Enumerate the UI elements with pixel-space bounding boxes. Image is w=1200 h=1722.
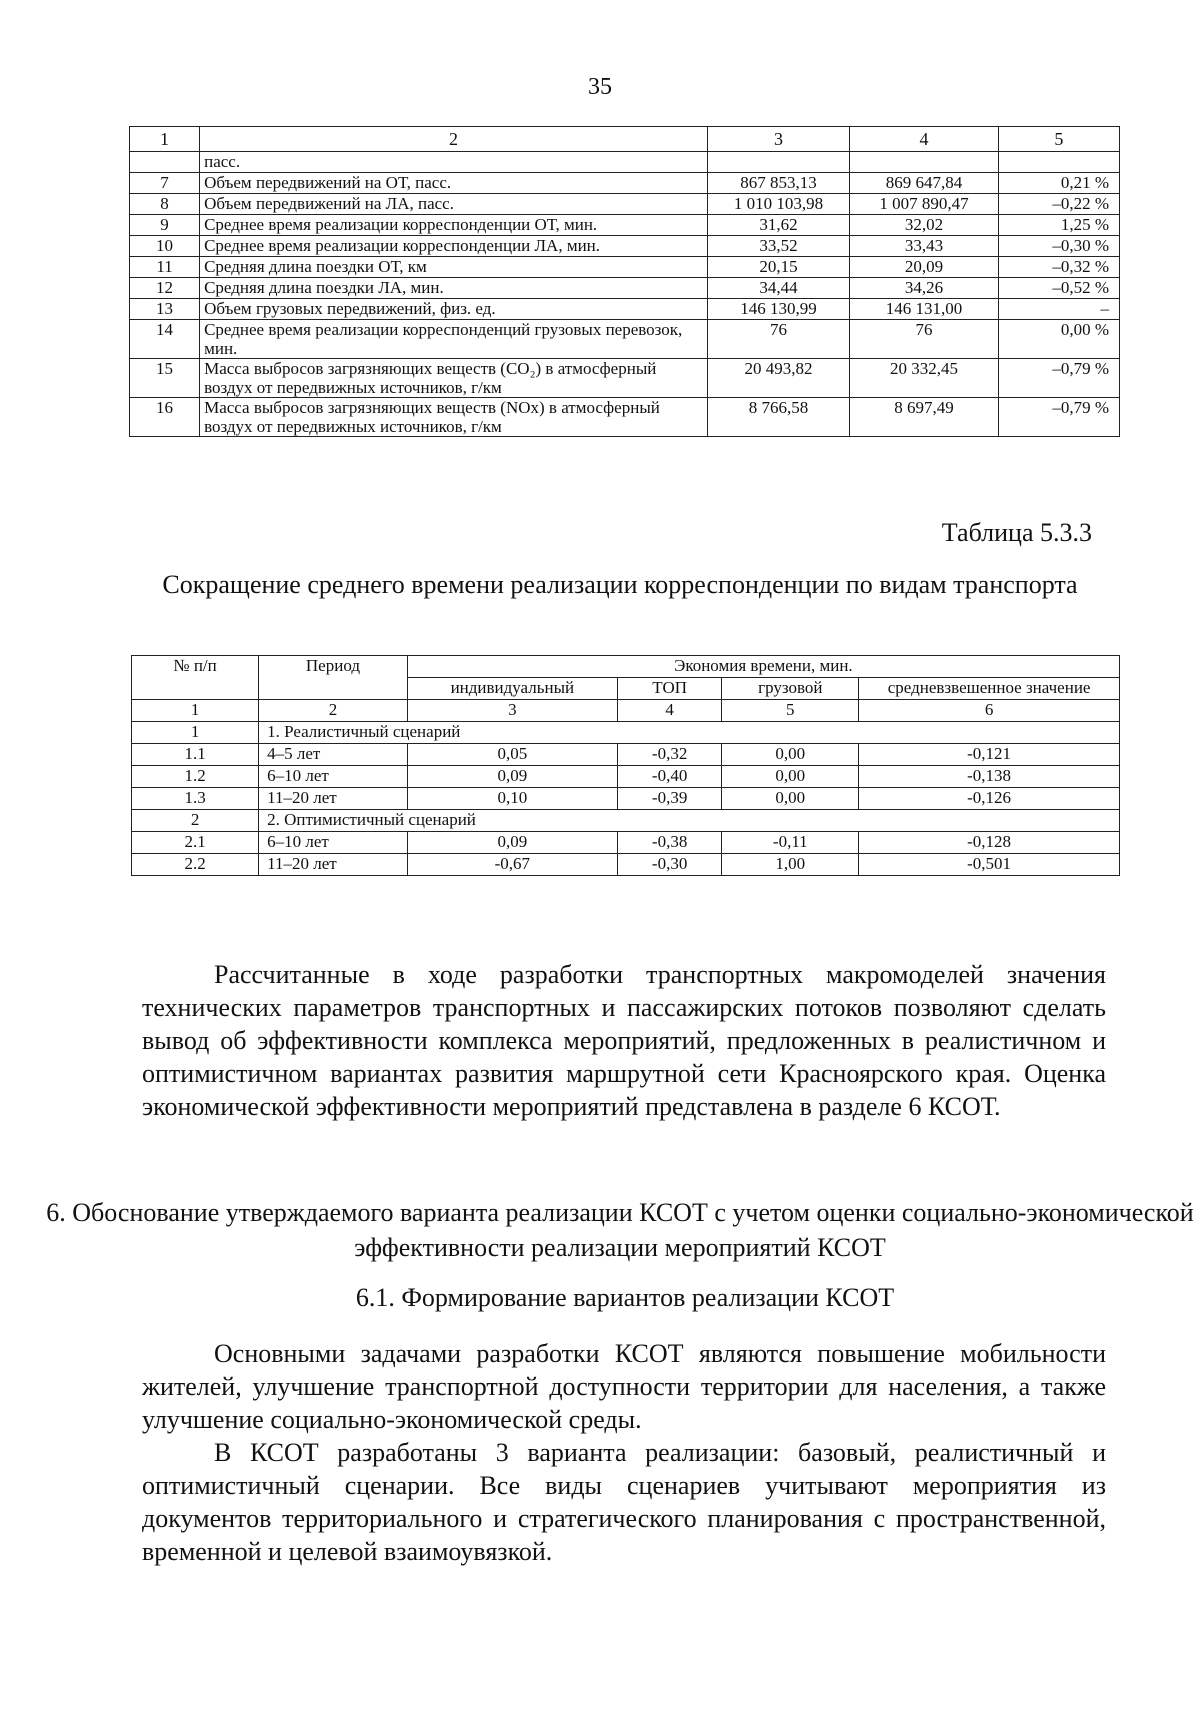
row-number: 11	[130, 257, 200, 278]
table-row	[130, 215, 1120, 236]
row-number: 15	[130, 359, 200, 398]
column-number: 3	[407, 700, 617, 722]
paragraph-tasks: Основными задачами разработки КСОТ являются повышение мобильности жителей, улучшение транспортной доступности территории для населения, а также улучшение социально-экономической среды.	[142, 1339, 1106, 1434]
column-number: 5	[998, 127, 1119, 152]
base-value: 20 493,82	[707, 359, 849, 398]
base-value: 20,15	[707, 257, 849, 278]
row-number: 10	[130, 236, 200, 257]
table-header-row	[130, 127, 1120, 152]
table-row	[132, 744, 1120, 766]
base-value: 33,52	[707, 236, 849, 257]
header-transport-type: индивидуальный	[407, 678, 617, 700]
saving-value: -0,32	[617, 744, 722, 766]
row-number: 1.3	[132, 788, 259, 810]
base-value: 146 130,99	[707, 299, 849, 320]
row-number: 2.2	[132, 854, 259, 876]
header-number: № п/п	[132, 656, 259, 700]
saving-value: 0,10	[407, 788, 617, 810]
base-value	[707, 152, 849, 173]
section-heading-6-1: 6.1. Формирование вариантов реализации КСОТ	[355, 1283, 895, 1312]
change-percent: 1,25 %	[998, 215, 1119, 236]
row-number: 2.1	[132, 832, 259, 854]
header-transport-type: ТОП	[617, 678, 722, 700]
indicators-table	[129, 126, 1120, 437]
row-number: 2	[132, 810, 259, 832]
table-caption: Таблица 5.3.3	[941, 518, 1092, 547]
indicator-name: Объем грузовых передвижений, физ. ед.	[200, 299, 708, 320]
column-numbers-row	[132, 700, 1120, 722]
indicator-name: Среднее время реализации корреспонденции ЛА, мин.	[200, 236, 708, 257]
change-percent: –0,32 %	[998, 257, 1119, 278]
saving-value: -0,38	[617, 832, 722, 854]
table-row	[130, 173, 1120, 194]
change-percent: –0,79 %	[998, 398, 1119, 437]
saving-value: 1,00	[722, 854, 859, 876]
table-row	[132, 788, 1120, 810]
indicator-name: Объем передвижений на ЛА, пасс.	[200, 194, 708, 215]
scenario-value	[850, 152, 999, 173]
change-percent: –0,22 %	[998, 194, 1119, 215]
saving-value: -0,39	[617, 788, 722, 810]
change-percent: –	[998, 299, 1119, 320]
indicator-name: Объем передвижений на ОТ, пасс.	[200, 173, 708, 194]
scenario-value: 146 131,00	[850, 299, 999, 320]
column-number: 5	[722, 700, 859, 722]
row-number: 9	[130, 215, 200, 236]
table-row	[130, 299, 1120, 320]
change-percent: –0,79 %	[998, 359, 1119, 398]
row-number: 8	[130, 194, 200, 215]
table-row	[130, 398, 1120, 437]
scenario-value: 869 647,84	[850, 173, 999, 194]
row-number: 12	[130, 278, 200, 299]
indicator-name: Среднее время реализации корреспонденции ОТ, мин.	[200, 215, 708, 236]
paragraph-variants: В КСОТ разработаны 3 варианта реализации: базовый, реалистичный и оптимистичный сценарии. Все виды сценариев учитывают мероприятия из документов территориального и стратегического планирования с пространственной, временной и целевой взаимоувязкой.	[142, 1438, 1106, 1566]
change-percent: –0,30 %	[998, 236, 1119, 257]
scenario-value: 32,02	[850, 215, 999, 236]
section-row	[132, 810, 1120, 832]
header-transport-type: средневзвешенное значение	[859, 678, 1120, 700]
row-number: 7	[130, 173, 200, 194]
base-value: 34,44	[707, 278, 849, 299]
saving-value: -0,30	[617, 854, 722, 876]
header-time-savings: Экономия времени, мин.	[407, 656, 1119, 678]
table-header-row	[132, 656, 1120, 678]
table-row	[132, 832, 1120, 854]
change-percent: 0,00 %	[998, 320, 1119, 359]
table-row	[130, 278, 1120, 299]
section-heading-6: 6. Обоснование утверждаемого варианта реализации КСОТ с учетом оценки социально-экономической эффективности реализации мероприятий КСОТ	[46, 1198, 1194, 1262]
base-value: 8 766,58	[707, 398, 849, 437]
saving-value: -0,11	[722, 832, 859, 854]
table-row	[130, 257, 1120, 278]
saving-value: 0,00	[722, 788, 859, 810]
saving-value: -0,40	[617, 766, 722, 788]
saving-value: -0,67	[407, 854, 617, 876]
scenario-value: 33,43	[850, 236, 999, 257]
scenario-value: 8 697,49	[850, 398, 999, 437]
saving-value: 0,09	[407, 766, 617, 788]
column-number: 2	[200, 127, 708, 152]
column-number: 3	[707, 127, 849, 152]
table-row	[132, 854, 1120, 876]
indicator-name: Средняя длина поездки ОТ, км	[200, 257, 708, 278]
period: 4–5 лет	[259, 744, 408, 766]
header-period: Период	[259, 656, 408, 700]
saving-value: 0,00	[722, 766, 859, 788]
indicator-name: Средняя длина поездки ЛА, мин.	[200, 278, 708, 299]
table-row	[130, 194, 1120, 215]
column-number: 6	[859, 700, 1120, 722]
section-row	[132, 722, 1120, 744]
table-row	[130, 320, 1120, 359]
table-row	[130, 359, 1120, 398]
saving-value: 0,05	[407, 744, 617, 766]
column-number: 4	[617, 700, 722, 722]
base-value: 867 853,13	[707, 173, 849, 194]
time-savings-table	[131, 655, 1120, 876]
table-row	[130, 152, 1120, 173]
row-number: 14	[130, 320, 200, 359]
row-number	[130, 152, 200, 173]
saving-value: -0,121	[859, 744, 1120, 766]
scenario-value: 1 007 890,47	[850, 194, 999, 215]
saving-value: -0,501	[859, 854, 1120, 876]
change-percent: –0,52 %	[998, 278, 1119, 299]
row-number: 1.2	[132, 766, 259, 788]
period: 11–20 лет	[259, 854, 408, 876]
table-row	[132, 766, 1120, 788]
indicator-name: Масса выбросов загрязняющих веществ (CO₂) в атмосферный воздух от передвижных источников, г/км	[200, 359, 708, 398]
saving-value: -0,138	[859, 766, 1120, 788]
period: 11–20 лет	[259, 788, 408, 810]
scenario-value: 20,09	[850, 257, 999, 278]
base-value: 1 010 103,98	[707, 194, 849, 215]
column-number: 4	[850, 127, 999, 152]
indicator-name: Среднее время реализации корреспонденций грузовых перевозок, мин.	[200, 320, 708, 359]
column-number: 1	[132, 700, 259, 722]
change-percent: 0,21 %	[998, 173, 1119, 194]
table-title: Сокращение среднего времени реализации корреспонденции по видам транспорта	[162, 570, 1078, 599]
row-number: 16	[130, 398, 200, 437]
page-number: 35	[588, 74, 612, 100]
paragraph-conclusion: Рассчитанные в ходе разработки транспортных макромоделей значения технических параметров транспортных и пассажирских потоков позволяют сделать вывод об эффективности комплекса мероприятий, предложенных в реалистичном и оптимистичном вариантах развития маршрутной сети Красноярского края. Оценка экономической эффективности мероприятий представлена в разделе 6 КСОТ.	[142, 960, 1106, 1121]
scenario-name: 2. Оптимистичный сценарий	[259, 810, 1120, 832]
scenario-value: 76	[850, 320, 999, 359]
period: 6–10 лет	[259, 766, 408, 788]
row-number: 1.1	[132, 744, 259, 766]
indicator-name: пасс.	[200, 152, 708, 173]
change-percent	[998, 152, 1119, 173]
column-number: 1	[130, 127, 200, 152]
saving-value: -0,128	[859, 832, 1120, 854]
indicator-name: Масса выбросов загрязняющих веществ (NOx) в атмосферный воздух от передвижных источников, г/км	[200, 398, 708, 437]
base-value: 76	[707, 320, 849, 359]
row-number: 1	[132, 722, 259, 744]
saving-value: -0,126	[859, 788, 1120, 810]
period: 6–10 лет	[259, 832, 408, 854]
base-value: 31,62	[707, 215, 849, 236]
scenario-value: 20 332,45	[850, 359, 999, 398]
scenario-name: 1. Реалистичный сценарий	[259, 722, 1120, 744]
table-row	[130, 236, 1120, 257]
header-transport-type: грузовой	[722, 678, 859, 700]
saving-value: 0,00	[722, 744, 859, 766]
column-number: 2	[259, 700, 408, 722]
saving-value: 0,09	[407, 832, 617, 854]
row-number: 13	[130, 299, 200, 320]
scenario-value: 34,26	[850, 278, 999, 299]
